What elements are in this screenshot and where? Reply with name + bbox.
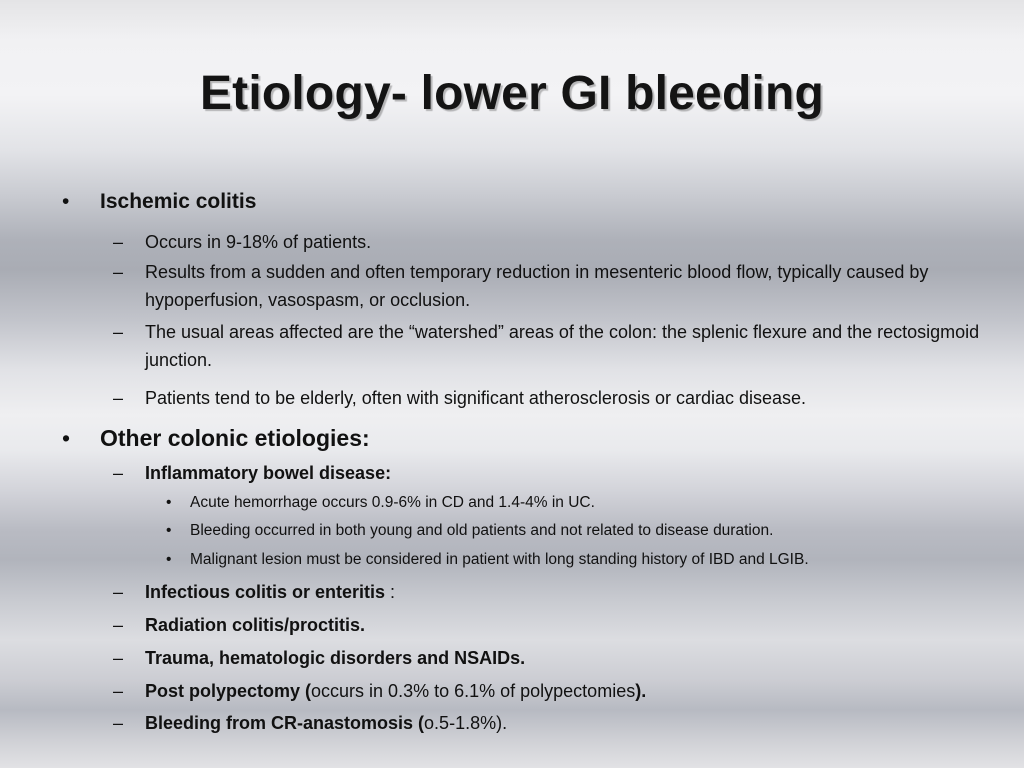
dash-marker: – — [113, 582, 124, 602]
ischemic-colitis-heading: Ischemic colitis — [100, 190, 257, 213]
dash-marker: – — [113, 232, 124, 252]
dash-marker: – — [113, 681, 124, 701]
anastomosis-label: Bleeding from CR-anastomosis ( — [145, 713, 425, 733]
ibd-subitem-2 — [166, 522, 774, 540]
bullet-marker: • — [166, 522, 172, 539]
ischemic-item-3 — [113, 318, 985, 374]
dash-marker: – — [113, 388, 124, 408]
slide-title: Etiology- lower GI bleeding — [199, 67, 825, 120]
post-polypectomy-label: Post polypectomy ( — [145, 681, 312, 701]
post-polypectomy-end: ). — [635, 681, 647, 701]
bullet-ischemic-colitis — [62, 190, 257, 214]
bullet-marker: • — [166, 551, 172, 568]
dash-marker: – — [113, 713, 124, 733]
infectious-item — [113, 578, 985, 606]
ischemic-item-text: Occurs in 9-18% of patients. — [145, 232, 372, 252]
bullet-marker: • — [62, 425, 71, 451]
ischemic-item-1 — [113, 228, 985, 256]
ibd-subitem-1 — [166, 494, 595, 512]
radiation-item — [113, 611, 985, 639]
infectious-label: Infectious colitis or enteritis — [145, 582, 386, 602]
ibd-label: Inflammatory bowel disease: — [145, 463, 392, 483]
trauma-item — [113, 644, 985, 672]
dash-marker: – — [113, 463, 124, 483]
post-polypectomy-item — [113, 677, 985, 705]
ischemic-item-2 — [113, 258, 985, 314]
bullet-marker: • — [166, 494, 172, 511]
post-polypectomy-detail: occurs in 0.3% to 6.1% of polypectomies — [311, 681, 636, 701]
radiation-label: Radiation colitis/proctitis. — [145, 615, 366, 635]
ischemic-item-text: Patients tend to be elderly, often with significant atherosclerosis or cardiac disease. — [145, 388, 807, 408]
ibd-subitem-text: Acute hemorrhage occurs 0.9-6% in CD and 1.4-4% in UC. — [190, 494, 595, 511]
ibd-subitem-3 — [166, 551, 809, 569]
ischemic-item-text: Results from a sudden and often temporary reduction in mesenteric blood flow, typically caused by hypoperfusion, vasospasm, or occlusion. — [145, 262, 929, 310]
ibd-item — [113, 459, 985, 487]
ischemic-item-4 — [113, 384, 985, 412]
infectious-suffix: : — [385, 582, 396, 602]
ischemic-item-text: The usual areas affected are the “watershed” areas of the colon: the splenic flexure and the rectosigmoid junction. — [145, 322, 980, 370]
dash-marker: – — [113, 322, 124, 342]
bullet-marker: • — [62, 190, 70, 213]
ibd-subitem-text: Malignant lesion must be considered in patient with long standing history of IBD and LGIB. — [190, 551, 809, 568]
dash-marker: – — [113, 615, 124, 635]
bullet-other-etiologies — [62, 425, 370, 452]
dash-marker: – — [113, 262, 124, 282]
ibd-subitem-text: Bleeding occurred in both young and old patients and not related to disease duration. — [190, 522, 774, 539]
other-etiologies-heading: Other colonic etiologies: — [100, 425, 370, 451]
anastomosis-item — [113, 709, 985, 737]
dash-marker: – — [113, 648, 124, 668]
anastomosis-detail: o.5-1.8%). — [424, 713, 508, 733]
trauma-label: Trauma, hematologic disorders and NSAIDs. — [145, 648, 526, 668]
